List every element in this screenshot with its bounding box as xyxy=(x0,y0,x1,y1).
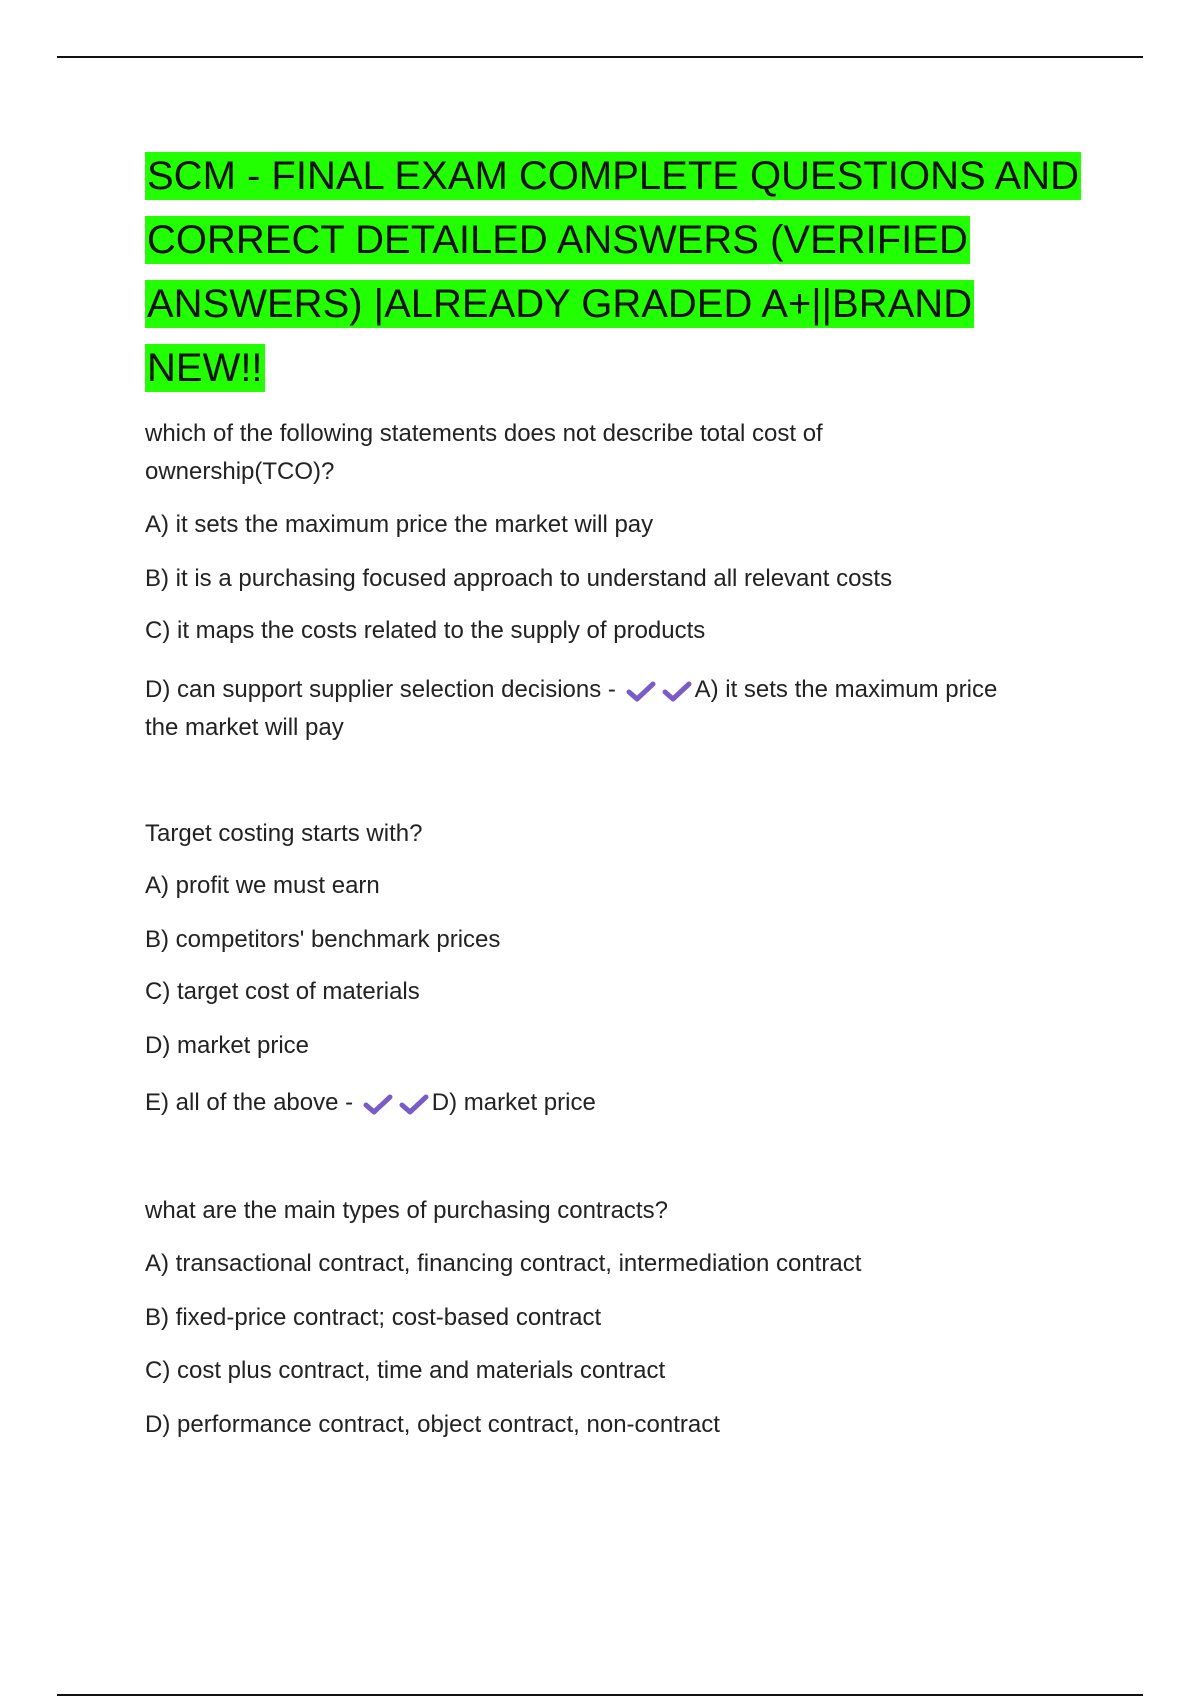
title-line: SCM - FINAL EXAM COMPLETE QUESTIONS AND xyxy=(147,154,1079,198)
option-text: A) it sets the maximum price the market will pay xyxy=(145,511,654,538)
question-line: what are the main types of purchasing contracts? xyxy=(145,1197,668,1224)
option-text: E) all of the above - xyxy=(145,1089,354,1116)
question-2-option-c xyxy=(145,973,1085,1011)
option-text: C) it maps the costs related to the supply of products xyxy=(145,617,706,644)
option-text: C) cost plus contract, time and materials contract xyxy=(145,1357,666,1384)
question-1-option-d-with-answer xyxy=(145,671,1085,747)
question-1-option-c xyxy=(145,612,1085,650)
option-text: A) transactional contract, financing contract, intermediation contract xyxy=(145,1250,862,1277)
footer-rule xyxy=(57,1694,1143,1696)
document-title xyxy=(145,144,1085,400)
answer-text: D) market price xyxy=(431,1089,596,1116)
checkmark-icon xyxy=(398,1092,430,1116)
question-line: ownership(TCO)? xyxy=(145,458,335,485)
option-text: C) target cost of materials xyxy=(145,978,420,1005)
question-2-option-e-with-answer xyxy=(145,1084,1085,1122)
answer-text: A) it sets the maximum price xyxy=(694,676,998,703)
answer-text: the market will pay xyxy=(145,714,344,741)
option-answer-line xyxy=(145,1084,1085,1122)
checkmark-icon xyxy=(661,679,693,703)
title-line: ANSWERS) |ALREADY GRADED A+||BRAND xyxy=(147,282,973,326)
question-1-option-b xyxy=(145,560,1085,598)
question-1-option-a xyxy=(145,506,1085,544)
question-3-text xyxy=(145,1192,1085,1230)
question-1-text xyxy=(145,415,1085,491)
header-rule xyxy=(57,56,1143,58)
option-text: D) performance contract, object contract, non-contract xyxy=(145,1411,720,1438)
option-text: D) can support supplier selection decisions - xyxy=(145,676,616,703)
question-3-option-c xyxy=(145,1352,1085,1390)
checkmark-icon xyxy=(362,1092,394,1116)
question-2-text xyxy=(145,815,1085,853)
question-line: which of the following statements does not describe total cost of xyxy=(145,420,823,447)
question-2-option-a xyxy=(145,867,1085,905)
question-3-option-b xyxy=(145,1299,1085,1337)
question-line: Target costing starts with? xyxy=(145,820,423,847)
title-line: NEW!! xyxy=(147,346,263,390)
option-text: B) it is a purchasing focused approach to understand all relevant costs xyxy=(145,565,893,592)
title-line: CORRECT DETAILED ANSWERS (VERIFIED xyxy=(147,218,968,262)
option-text: D) market price xyxy=(145,1032,310,1059)
question-2-option-d xyxy=(145,1027,1085,1065)
option-text: B) fixed-price contract; cost-based contract xyxy=(145,1304,602,1331)
question-2-option-b xyxy=(145,921,1085,959)
option-text: B) competitors' benchmark prices xyxy=(145,926,501,953)
option-text: A) profit we must earn xyxy=(145,872,380,899)
checkmark-icon xyxy=(625,679,657,703)
question-3-option-d xyxy=(145,1406,1085,1444)
option-answer-line xyxy=(145,671,1085,709)
question-3-option-a xyxy=(145,1245,1085,1283)
